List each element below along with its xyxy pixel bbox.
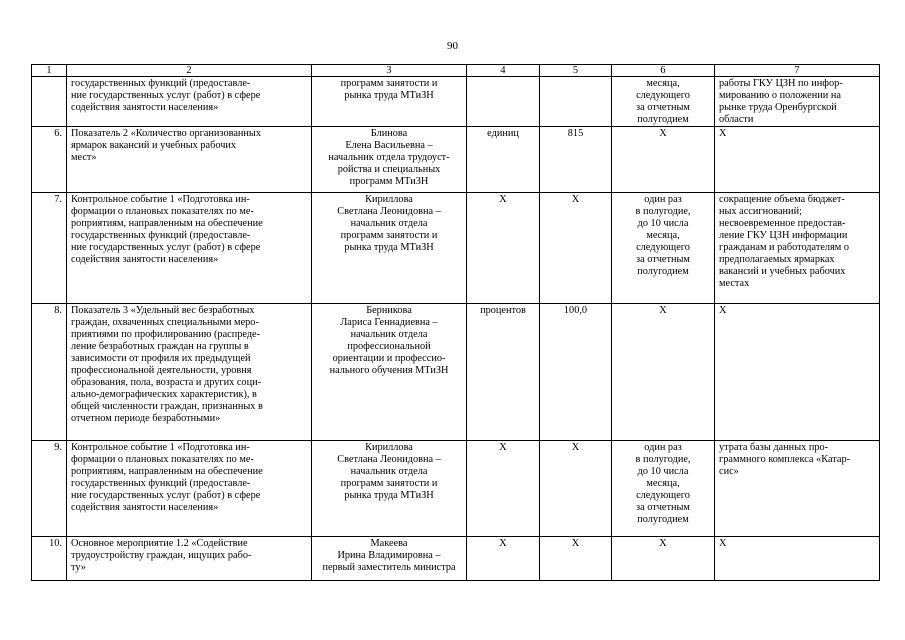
responsible-person: Блинова Елена Васильевна – начальник отдела трудоуст- ройства и специальных программ МТиЗН (312, 127, 467, 193)
value: Х (540, 441, 612, 537)
row-number: 7. (32, 193, 67, 304)
measure-name: Показатель 2 «Количество организованных ярмарок вакансий и учебных рабочих мест» (67, 127, 312, 193)
value: 815 (540, 127, 612, 193)
table-row (32, 77, 880, 127)
page-number: 90 (447, 40, 458, 52)
period: Х (612, 304, 715, 441)
measure-name: Основное мероприятие 1.2 «Содействие трудоустройству граждан, ищущих рабо- ту» (67, 537, 312, 581)
risks: Х (715, 304, 880, 441)
risks: работы ГКУ ЦЗН по инфор- мированию о положении на рынке труда Оренбургской области (715, 77, 880, 127)
risks: сокращение объема бюджет- ных ассигнований; несвоевременное предостав- ление ГКУ ЦЗН информации гражданам и работодателям о предполагаемых ярмарках вакансий и учебных рабочих местах (715, 193, 880, 304)
unit: Х (467, 441, 540, 537)
table-row (32, 441, 880, 537)
measure-name: Показатель 3 «Удельный вес безработных граждан, охваченных специальными меро- приятиями по профилированию (распреде- ление безработных граждан на группы в зависимости от профиля их предыдущей профессиональной деятельности, уровня образования, пола, возраста и других соци- ально-демографических характеристик), в общей численности граждан, признанных в отчетном периоде безработными» (67, 304, 312, 441)
value (540, 77, 612, 127)
header-cell-5: 5 (540, 65, 612, 77)
unit: Х (467, 193, 540, 304)
responsible-person: Берникова Лариса Геннадиевна – начальник отдела профессиональной ориентации и профессио- нального обучения МТиЗН (312, 304, 467, 441)
value: Х (540, 537, 612, 581)
header-cell-2: 2 (67, 65, 312, 77)
measure-name: государственных функций (предоставле- ние государственных услуг (работ) в сфере содействия занятости населения» (67, 77, 312, 127)
row-number: 9. (32, 441, 67, 537)
risks: Х (715, 127, 880, 193)
row-number: 6. (32, 127, 67, 193)
measure-name: Контрольное событие 1 «Подготовка ин- формации о плановых показателях по ме- роприятиям, направленным на обеспечение государственных функций (предоставле- ние государственных услуг (работ) в сфере содействия занятости населения» (67, 193, 312, 304)
header-cell-7: 7 (715, 65, 880, 77)
responsible-person: Кириллова Светлана Леонидовна – начальник отдела программ занятости и рынка труда МТиЗН (312, 441, 467, 537)
header-cell-1: 1 (32, 65, 67, 77)
table-row (32, 304, 880, 441)
period: месяца, следующего за отчетным полугодием (612, 77, 715, 127)
responsible-person: Макеева Ирина Владимировна – первый заместитель министра (312, 537, 467, 581)
table-header-row (32, 65, 880, 77)
value: 100,0 (540, 304, 612, 441)
period: Х (612, 537, 715, 581)
unit: единиц (467, 127, 540, 193)
header-cell-4: 4 (467, 65, 540, 77)
table-row (32, 537, 880, 581)
row-number (32, 77, 67, 127)
measure-name: Контрольное событие 1 «Подготовка ин- формации о плановых показателях по ме- роприятиям, направленным на обеспечение государственных функций (предоставле- ние государственных услуг (работ) в сфере содействия занятости населения» (67, 441, 312, 537)
risks: Х (715, 537, 880, 581)
responsible-person: Кириллова Светлана Леонидовна – начальник отдела программ занятости и рынка труда МТиЗН (312, 193, 467, 304)
unit (467, 77, 540, 127)
period: один раз в полугодие, до 10 числа месяца, следующего за отчетным полугодием (612, 193, 715, 304)
unit: Х (467, 537, 540, 581)
value: Х (540, 193, 612, 304)
header-cell-6: 6 (612, 65, 715, 77)
responsible-person: программ занятости и рынка труда МТиЗН (312, 77, 467, 127)
risks: утрата базы данных про- граммного комплекса «Катар- сис» (715, 441, 880, 537)
period: Х (612, 127, 715, 193)
table-row (32, 193, 880, 304)
header-cell-3: 3 (312, 65, 467, 77)
row-number: 10. (32, 537, 67, 581)
report-table (31, 64, 880, 581)
row-number: 8. (32, 304, 67, 441)
table-row (32, 127, 880, 193)
period: один раз в полугодие, до 10 числа месяца, следующего за отчетным полугодием (612, 441, 715, 537)
unit: процентов (467, 304, 540, 441)
